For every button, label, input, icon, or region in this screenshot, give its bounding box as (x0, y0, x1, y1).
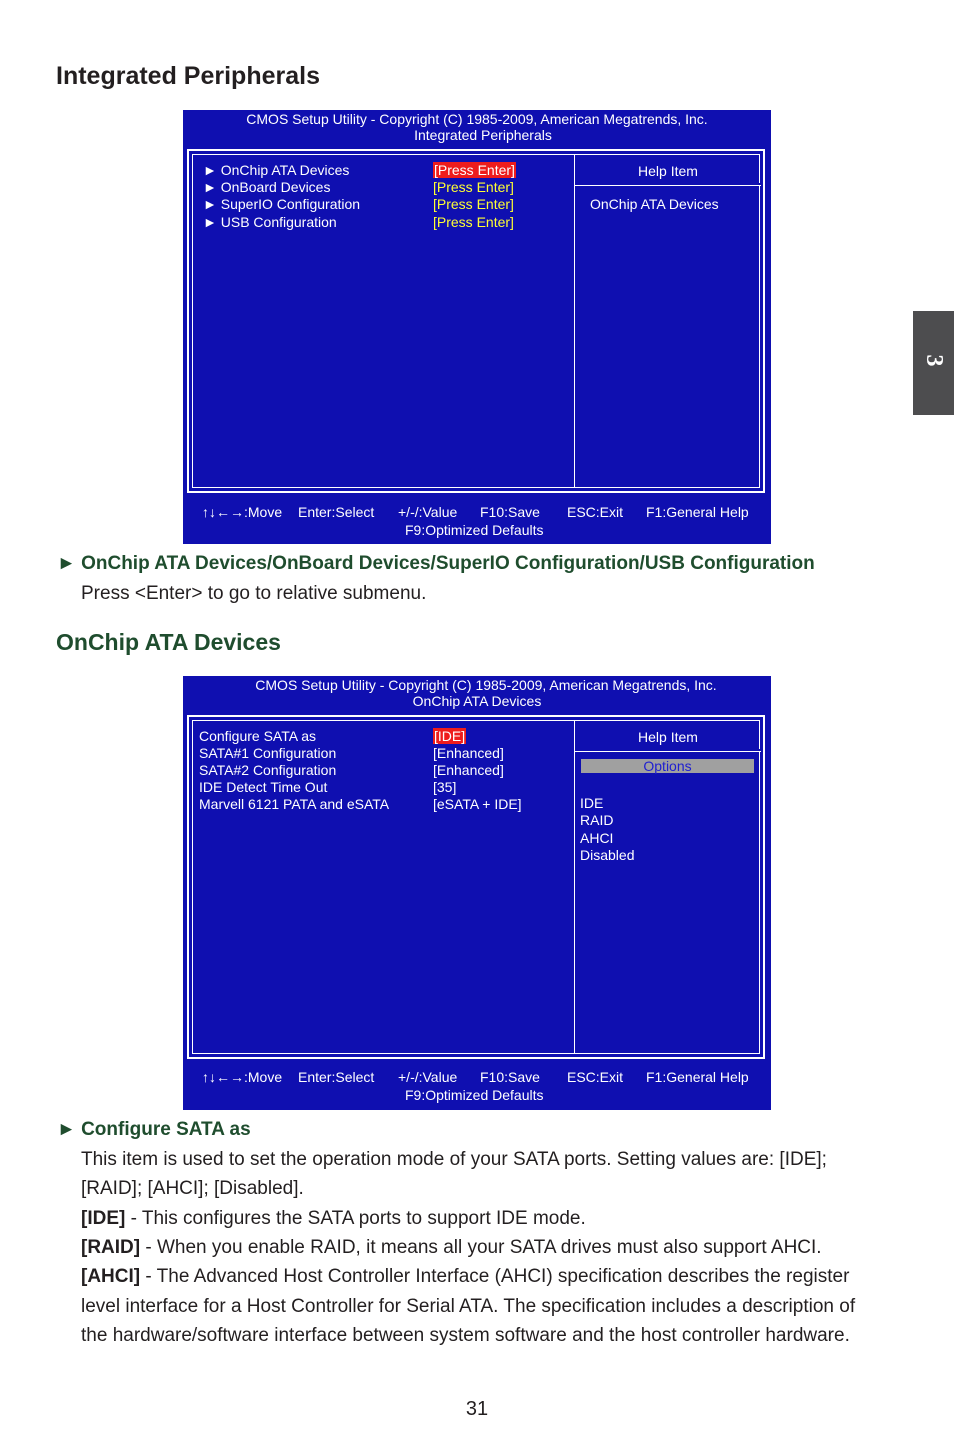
ahci-text: - The Advanced Host Controller Interface (AHCI) specification describes the register (140, 1266, 850, 1287)
menu-value-sata2-configuration[interactable]: [Enhanced] (433, 762, 504, 778)
menu-item-ide-detect-timeout[interactable]: IDE Detect Time Out (199, 779, 328, 795)
configure-sata-line1: This item is used to set the operation mode of your SATA ports. Setting values are: [IDE]; (81, 1149, 827, 1170)
bios-screen-integrated-peripherals (183, 110, 771, 544)
menu-value-onchip-ata[interactable] (433, 162, 516, 179)
footer-defaults: F9:Optimized Defaults (405, 522, 544, 538)
menu-item-superio-configuration[interactable]: ► SuperIO Configuration (203, 196, 361, 212)
footer-select: Enter:Select (298, 504, 375, 520)
footer-exit: ESC:Exit (567, 504, 624, 520)
help-divider (575, 751, 761, 752)
footer-help: F1:General Help (646, 504, 749, 520)
menu-value-configure-sata[interactable] (433, 728, 466, 745)
menu-value-onboard-devices[interactable]: [Press Enter] (433, 179, 514, 195)
ahci-term: [AHCI] (81, 1266, 141, 1287)
page-number: 31 (465, 1398, 489, 1420)
raid-term: [RAID] (81, 1237, 141, 1258)
menu-value-ide-detect-timeout[interactable]: [35] (433, 779, 457, 795)
section-heading-configure-sata: ► Configure SATA as (57, 1119, 251, 1140)
bios-subtitle: Integrated Peripherals (414, 127, 552, 143)
section-heading-submenus: ► OnChip ATA Devices/OnBoard Devices/SuperIO Configuration/USB Configuration (57, 553, 815, 574)
option-ahci[interactable]: AHCI (580, 830, 614, 846)
chapter-tab (913, 311, 954, 415)
bios-copyright: CMOS Setup Utility - Copyright (C) 1985-2009, American Megatrends, Inc. (246, 111, 708, 127)
raid-description (81, 1233, 822, 1262)
menu-item-onboard-devices[interactable]: ► OnBoard Devices (203, 179, 331, 195)
ide-term: [IDE] (81, 1208, 126, 1229)
bios-header (183, 676, 747, 710)
selected-value[interactable]: [IDE] (434, 728, 466, 744)
footer-move: ↑↓←→:Move (202, 504, 283, 520)
help-item-title: Help Item (638, 729, 698, 745)
help-divider (575, 185, 761, 186)
ahci-description-line3: the hardware/software interface between system software and the host controller hardware. (81, 1325, 850, 1346)
ahci-description (81, 1262, 849, 1291)
ide-text: - This configures the SATA ports to support IDE mode. (125, 1208, 586, 1229)
menu-item-sata1-configuration[interactable]: SATA#1 Configuration (199, 745, 337, 761)
bios-screen-onchip-ata (183, 676, 771, 1110)
bios-header (183, 110, 747, 144)
help-divider-notch (705, 183, 761, 185)
footer-value: +/-/:Value (398, 1069, 458, 1085)
footer-save: F10:Save (480, 1069, 540, 1085)
page-title: Integrated Peripherals (56, 62, 320, 90)
footer-move: ↑↓←→:Move (202, 1069, 283, 1085)
bios-column-divider (574, 155, 575, 487)
footer-value: +/-/:Value (398, 504, 458, 520)
footer-exit: ESC:Exit (567, 1069, 624, 1085)
menu-value-marvell-pata-esata[interactable]: [eSATA + IDE] (433, 796, 522, 812)
menu-value-usb-configuration[interactable]: [Press Enter] (433, 214, 514, 230)
menu-item-sata2-configuration[interactable]: SATA#2 Configuration (199, 762, 337, 778)
selected-value[interactable]: [Press Enter] (434, 162, 515, 178)
help-item-title: Help Item (638, 163, 698, 179)
option-ide[interactable]: IDE (580, 795, 604, 811)
chapter-number: 3 (921, 354, 947, 367)
menu-item-usb-configuration[interactable]: ► USB Configuration (203, 214, 337, 230)
bios-subtitle: OnChip ATA Devices (412, 693, 542, 709)
help-divider-notch (705, 749, 761, 751)
configure-sata-line2: [RAID]; [AHCI]; [Disabled]. (81, 1178, 304, 1199)
menu-value-superio-configuration[interactable]: [Press Enter] (433, 196, 514, 212)
option-raid[interactable]: RAID (580, 812, 614, 828)
menu-value-sata1-configuration[interactable]: [Enhanced] (433, 745, 504, 761)
section-title-onchip-ata: OnChip ATA Devices (56, 629, 281, 655)
help-text: OnChip ATA Devices (590, 196, 719, 212)
ide-description (81, 1204, 586, 1233)
footer-help: F1:General Help (646, 1069, 749, 1085)
bios-footer (183, 503, 771, 539)
menu-item-onchip-ata[interactable]: ► OnChip ATA Devices (203, 162, 350, 178)
options-header: Options (581, 759, 754, 773)
menu-item-marvell-pata-esata[interactable]: Marvell 6121 PATA and eSATA (199, 796, 390, 812)
bios-frame (187, 149, 765, 493)
bios-footer (183, 1068, 771, 1104)
bios-copyright: CMOS Setup Utility - Copyright (C) 1985-2009, American Megatrends, Inc. (255, 677, 717, 693)
footer-save: F10:Save (480, 504, 540, 520)
footer-defaults: F9:Optimized Defaults (405, 1087, 544, 1103)
bios-column-divider (574, 721, 575, 1053)
menu-item-configure-sata[interactable]: Configure SATA as (199, 728, 316, 744)
section-text-submenus: Press <Enter> to go to relative submenu. (81, 583, 427, 604)
bios-inner-frame (192, 154, 760, 488)
raid-text: - When you enable RAID, it means all your SATA drives must also support AHCI. (140, 1237, 822, 1258)
ahci-description-line2: level interface for a Host Controller for Serial ATA. The specification includes a description of (81, 1296, 856, 1317)
option-disabled[interactable]: Disabled (580, 847, 635, 863)
footer-select: Enter:Select (298, 1069, 375, 1085)
